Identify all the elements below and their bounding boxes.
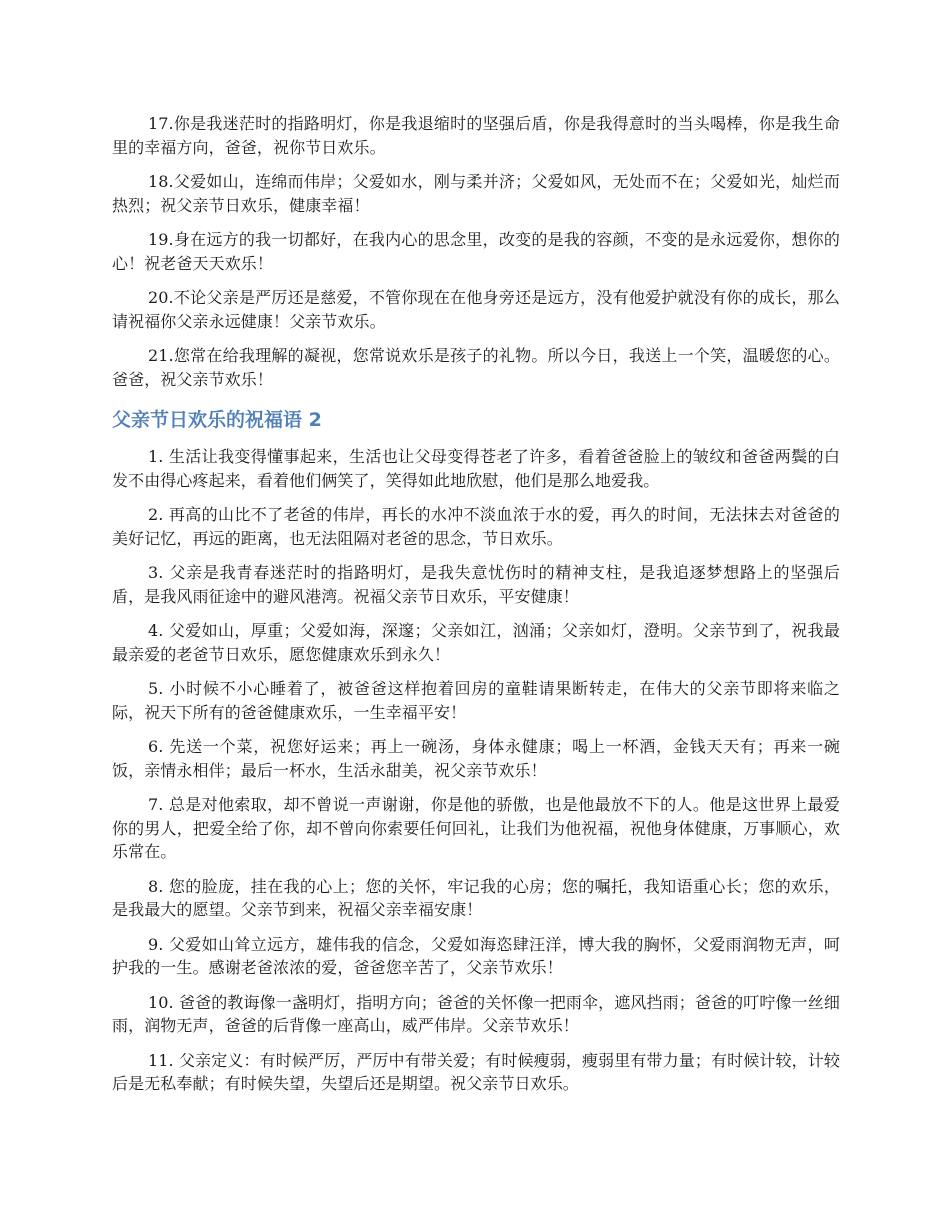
paragraph-10: 10. 爸爸的教诲像一盏明灯，指明方向；爸爸的关怀像一把雨伞，遮风挡雨；爸爸的叮咛像一丝细雨，润物无声，爸爸的后背像一座高山，威严伟岸。父亲节欢乐！ — [112, 992, 840, 1035]
document-page — [112, 112, 840, 1107]
paragraph-1: 1. 生活让我变得懂事起来，生活也让父母变得苍老了许多，看着爸爸脸上的皱纹和爸爸两鬓的白发不由得心疼起来，看着他们俩笑了，笑得如此地欣慰，他们是那么地爱我。 — [112, 447, 840, 490]
paragraph-6: 6. 先送一个菜，祝您好运来；再上一碗汤，身体永健康；喝上一杯酒，金钱天天有；再来一碗饭，亲情永相伴；最后一杯水，生活永甜美，祝父亲节欢乐！ — [112, 737, 840, 780]
paragraph-21: 21.您常在给我理解的凝视，您常说欢乐是孩子的礼物。所以今日，我送上一个笑，温暖您的心。爸爸，祝父亲节欢乐！ — [112, 346, 840, 389]
paragraph-17: 17.你是我迷茫时的指路明灯，你是我退缩时的坚强后盾，你是我得意时的当头喝棒，你是我生命里的幸福方向，爸爸，祝你节日欢乐。 — [112, 114, 840, 157]
paragraph-7: 7. 总是对他索取，却不曾说一声谢谢，你是他的骄傲，也是他最放不下的人。他是这世界上最爱你的男人，把爱全给了你，却不曾向你索要任何回礼，让我们为他祝福，祝他身体健康，万事顺心，欢乐常在。 — [112, 795, 840, 861]
paragraph-18: 18.父爱如山，连绵而伟岸；父爱如水，刚与柔并济；父爱如风，无处而不在；父爱如光，灿烂而热烈；祝父亲节日欢乐，健康幸福！ — [112, 172, 840, 215]
paragraph-9: 9. 父爱如山耸立远方，雄伟我的信念，父爱如海恣肆汪洋，博大我的胸怀，父爱雨润物无声，呵护我的一生。感谢老爸浓浓的爱，爸爸您辛苦了，父亲节欢乐！ — [112, 934, 840, 977]
paragraph-4: 4. 父爱如山，厚重；父爱如海，深邃；父亲如江，汹涌；父亲如灯，澄明。父亲节到了，祝我最最亲爱的老爸节日欢乐，愿您健康欢乐到永久！ — [112, 621, 840, 664]
paragraph-20: 20.不论父亲是严厉还是慈爱，不管你现在在他身旁还是远方，没有他爱护就没有你的成长，那么请祝福你父亲永远健康！父亲节欢乐。 — [112, 288, 840, 331]
paragraph-8: 8. 您的脸庞，挂在我的心上；您的关怀，牢记我的心房；您的嘱托，我知语重心长；您的欢乐，是我最大的愿望。父亲节到来，祝福父亲幸福安康！ — [112, 876, 840, 919]
paragraph-19: 19.身在远方的我一切都好，在我内心的思念里，改变的是我的容颜，不变的是永远爱你，想你的心！祝老爸天天欢乐！ — [112, 230, 840, 273]
section-heading: 父亲节日欢乐的祝福语 2 — [112, 409, 322, 431]
paragraph-3: 3. 父亲是我青春迷茫时的指路明灯，是我失意忧伤时的精神支柱，是我追逐梦想路上的坚强后盾，是我风雨征途中的避风港湾。祝福父亲节日欢乐，平安健康！ — [112, 563, 840, 606]
paragraph-2: 2. 再高的山比不了老爸的伟岸，再长的水冲不淡血浓于水的爱，再久的时间，无法抹去对爸爸的美好记忆，再远的距离，也无法阻隔对老爸的思念，节日欢乐。 — [112, 505, 840, 548]
paragraph-5: 5. 小时候不小心睡着了，被爸爸这样抱着回房的童鞋请果断转走，在伟大的父亲节即将来临之际，祝天下所有的爸爸健康欢乐，一生幸福平安！ — [112, 679, 840, 722]
paragraph-11: 11. 父亲定义：有时候严厉，严厉中有带关爱；有时候瘦弱，瘦弱里有带力量；有时候计较，计较后是无私奉献；有时候失望，失望后还是期望。祝父亲节日欢乐。 — [112, 1050, 840, 1093]
